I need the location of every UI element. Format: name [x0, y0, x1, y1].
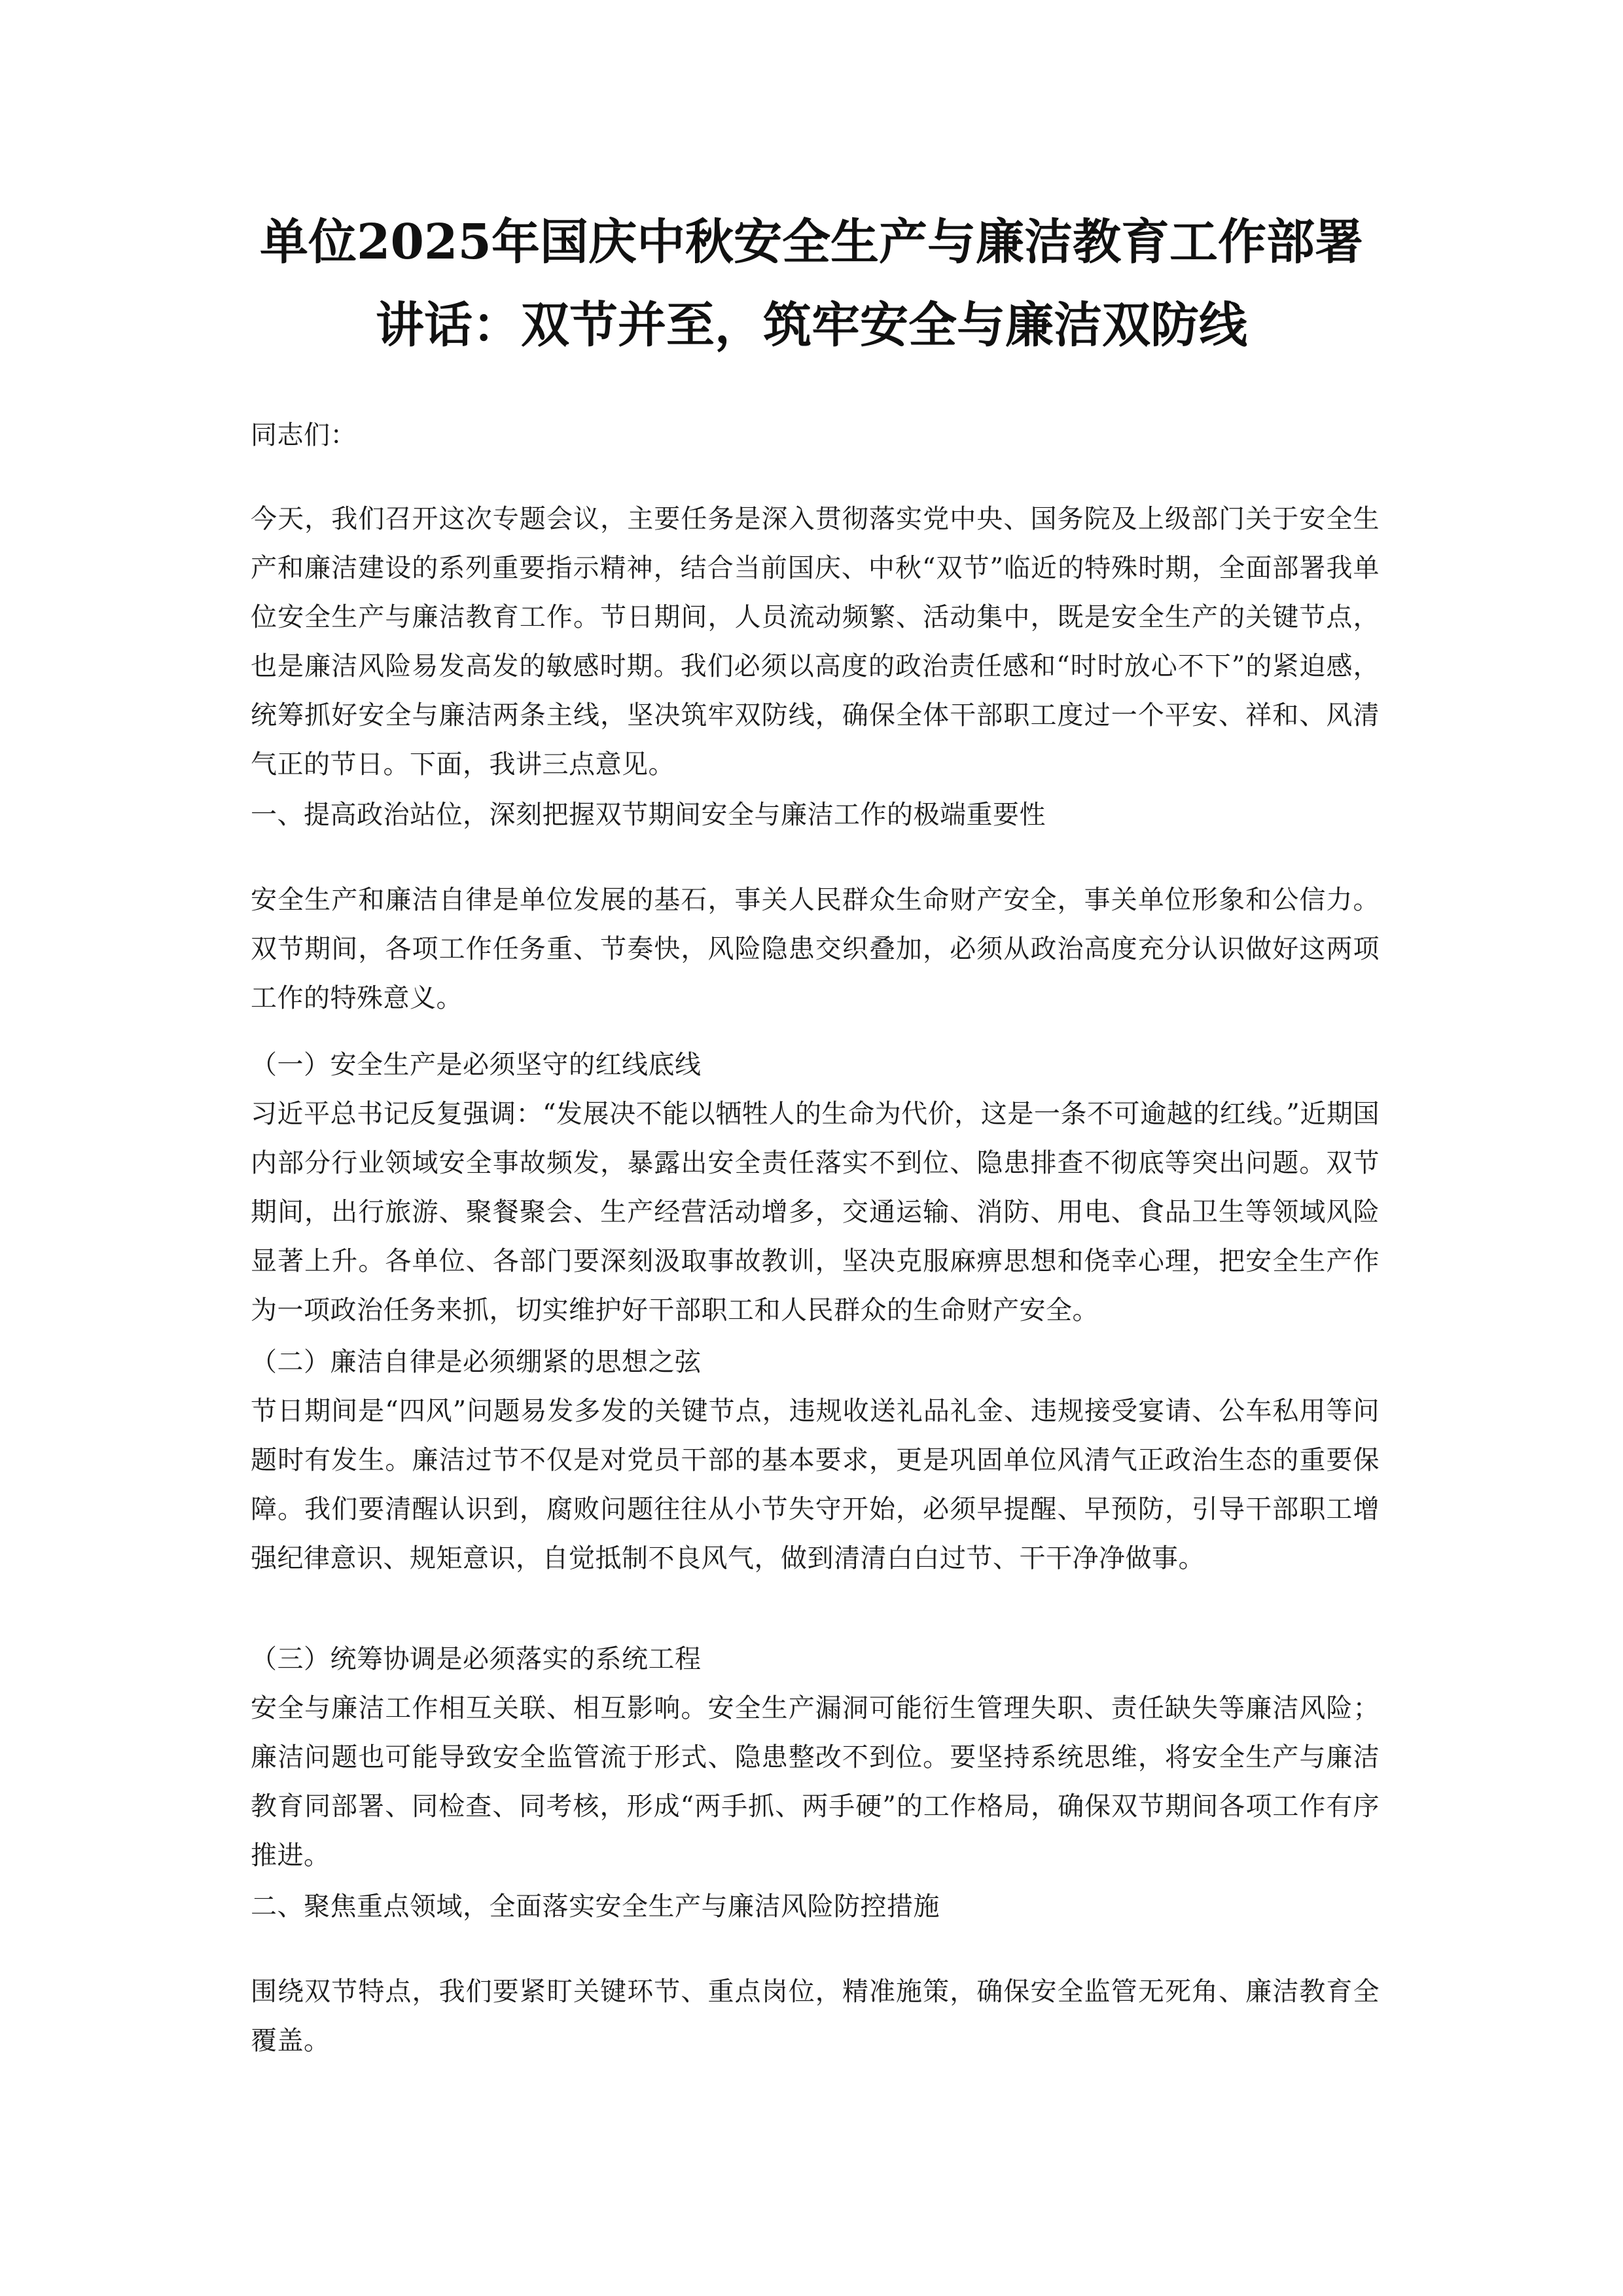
subsection-1-heading: （一）安全生产是必须坚守的红线底线 [251, 1050, 702, 1080]
section-1-heading: 一、提高政治站位，深刻把握双节期间安全与廉洁工作的极端重要性 [251, 800, 1046, 830]
salutation: 同志们： [251, 420, 357, 450]
subsection-1-body: 习近平总书记反复强调：“发展决不能以牺牲人的生命为代价，这是一条不可逾越的红线。”近期国内部分行业领域安全事故频发，暴露出安全责任落实不到位、隐患排查不彻底等突出问题。双节期间，出行旅游、聚餐聚会、生产经营活动增多，交通运输、消防、用电、食品卫生等领域风险显著上升。各单位、各部门要深刻汲取事故教训，坚决克服麻痹思想和侥幸心理，把安全生产作为一项政治任务来抓，切实维护好干部职工和人民群众的生命财产安全。 [251, 1099, 1380, 1325]
subsection-2-body: 节日期间是“四风”问题易发多发的关键节点，违规收送礼品礼金、违规接受宴请、公车私用等问题时有发生。廉洁过节不仅是对党员干部的基本要求，更是巩固单位风清气正政治生态的重要保障。我们要清醒认识到，腐败问题往往从小节失守开始，必须早提醒、早预防，引导干部职工增强纪律意识、规矩意识，自觉抵制不良风气，做到清清白白过节、干干净净做事。 [251, 1396, 1380, 1573]
document-title-line-1: 单位2025年国庆中秋安全生产与廉洁教育工作部署 [260, 214, 1363, 270]
subsection-3-body: 安全与廉洁工作相互关联、相互影响。安全生产漏洞可能衍生管理失职、责任缺失等廉洁风险；廉洁问题也可能导致安全监管流于形式、隐患整改不到位。要坚持系统思维，将安全生产与廉洁教育同部署、同检查、同考核，形成“两手抓、两手硬”的工作格局，确保双节期间各项工作有序推进。 [251, 1693, 1380, 1871]
section-2-body: 围绕双节特点，我们要紧盯关键环节、重点岗位，精准施策，确保安全监管无死角、廉洁教育全覆盖。 [251, 1977, 1380, 2056]
subsection-3 [251, 1635, 1380, 1880]
subsection-3-heading: （三）统筹协调是必须落实的系统工程 [251, 1644, 702, 1674]
subsection-1 [251, 1041, 1380, 1335]
section-1-body: 安全生产和廉洁自律是单位发展的基石，事关人民群众生命财产安全，事关单位形象和公信力。双节期间，各项工作任务重、节奏快，风险隐患交织叠加，必须从政治高度充分认识做好这两项工作的特殊意义。 [251, 885, 1380, 1013]
intro-paragraph: 今天，我们召开这次专题会议，主要任务是深入贯彻落实党中央、国务院及上级部门关于安全生产和廉洁建设的系列重要指示精神，结合当前国庆、中秋“双节”临近的特殊时期，全面部署我单位安全生产与廉洁教育工作。节日期间，人员流动频繁、活动集中，既是安全生产的关键节点，也是廉洁风险易发高发的敏感时期。我们必须以高度的政治责任感和“时时放心不下”的紧迫感，统筹抓好安全与廉洁两条主线，坚决筑牢双防线，确保全体干部职工度过一个平安、祥和、风清气正的节日。下面，我讲三点意见。 [251, 504, 1380, 780]
subsection-2 [251, 1338, 1380, 1583]
section-2-heading: 二、聚焦重点领域，全面落实安全生产与廉洁风险防控措施 [251, 1892, 940, 1922]
subsection-2-heading: （二）廉洁自律是必须绷紧的思想之弦 [251, 1347, 702, 1377]
document-title-line-2: 讲话：双节并至，筑牢安全与廉洁双防线 [376, 297, 1247, 353]
